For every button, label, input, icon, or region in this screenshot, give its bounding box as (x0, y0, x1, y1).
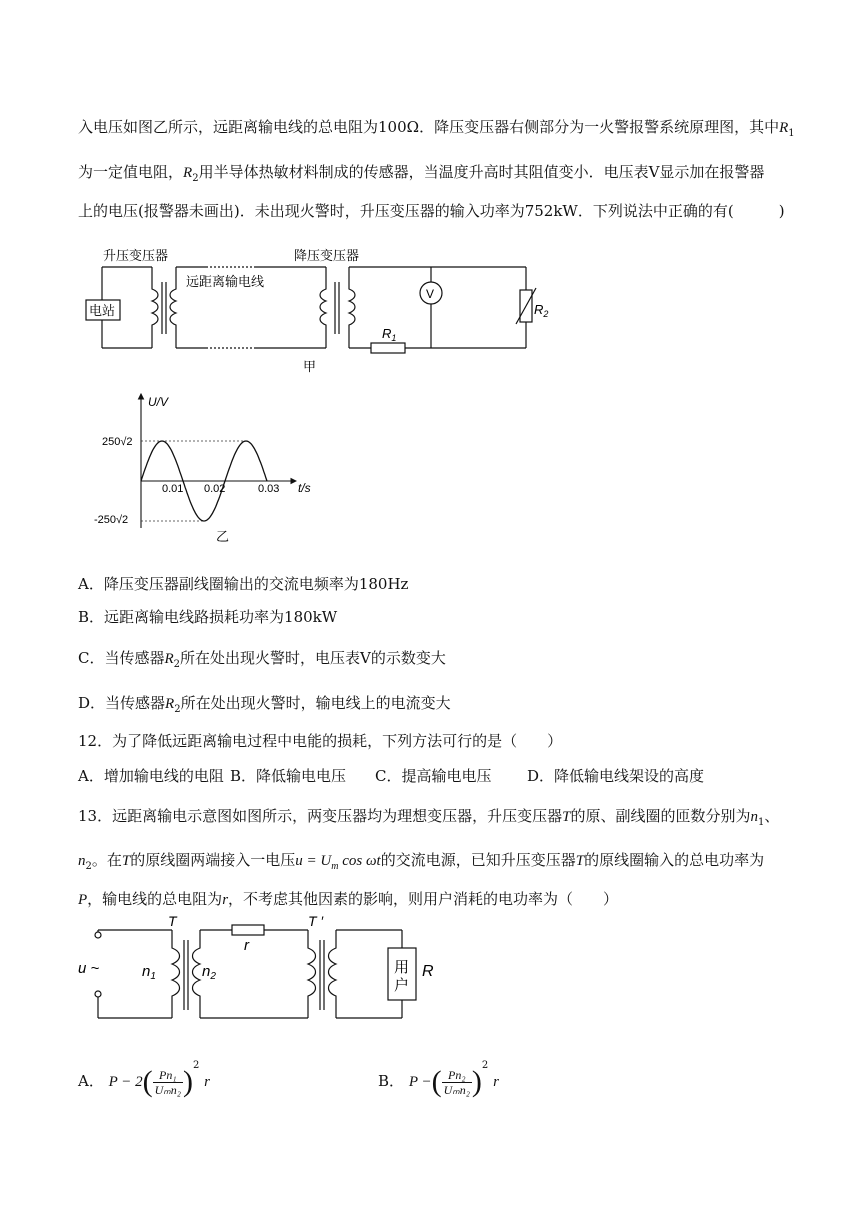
r1-label: $R_1$ (382, 326, 397, 343)
option-letter: A． (78, 1072, 104, 1090)
paren: ( (142, 1065, 153, 1098)
label-line: 远距离输电线 (186, 274, 265, 289)
text: 的原线圈输入的总电功率为 (584, 851, 765, 869)
sub: m (331, 861, 339, 872)
var: n (78, 853, 86, 869)
q13-line-2 (78, 849, 764, 878)
voltmeter-label: V (426, 287, 435, 301)
ytick-neg: -250√2 (94, 514, 129, 526)
option-text: 所在处出现火警时，电压表V的示数变大 (180, 649, 446, 667)
user-label-1: 用 (394, 959, 410, 976)
q12-option-c[interactable]: C．提高输电电压 (375, 767, 492, 785)
text: ，不考虑其他因素的影响，则用户消耗的电功率为（ ） (228, 890, 619, 908)
numerator: Pn₁ (153, 1068, 183, 1083)
figure-yi-chart (86, 388, 336, 548)
equation: cos ωt (338, 853, 381, 869)
option-letter: B． (378, 1072, 405, 1090)
label-step-up: 升压变压器 (103, 248, 169, 263)
figure-q13 (72, 913, 452, 1030)
q12-option-b[interactable]: B．降低输电电压 (230, 767, 347, 785)
text: 、 (764, 807, 780, 825)
paren: ) (471, 1065, 482, 1098)
q12-option-d[interactable]: D．降低输电线架设的高度 (527, 767, 705, 785)
exponent: 2 (192, 1060, 200, 1071)
intro-text: 入电压如图乙所示，远距离输电线的总电阻为100Ω．降压变压器右侧部分为一火警报警系统原理图，其中 (78, 118, 780, 136)
intro-line-1 (78, 116, 795, 145)
y-axis-label: U/V (148, 395, 169, 409)
q11-option-d[interactable] (78, 692, 451, 721)
option-letter: D． (78, 694, 106, 712)
q11-option-a[interactable] (78, 573, 408, 595)
sub: 2 (173, 659, 181, 670)
q13-line-1 (78, 805, 779, 834)
var-r1: R (779, 120, 789, 136)
intro-line-3: 上的电压(报警器未画出)．未出现火警时，升压变压器的输入功率为752kW．下列说法中正确的有( ) (78, 202, 785, 220)
sub: 2 (174, 704, 181, 715)
sub: 1 (757, 817, 765, 828)
r-label: r (244, 937, 249, 954)
q13-line-3 (78, 888, 618, 911)
exponent: 2 (481, 1060, 489, 1071)
var: r (222, 892, 229, 908)
text: 的原、副线圈的匝数分别为 (570, 807, 751, 825)
formula: P − 2 (108, 1074, 143, 1090)
var: n (750, 809, 758, 825)
r2-label: $R_2$ (534, 302, 549, 319)
n2-label: $n_2$ (202, 963, 216, 982)
intro-text: 为一定值电阻， (78, 163, 184, 181)
text: 。在 (91, 851, 122, 869)
paren: ) (182, 1065, 193, 1098)
option-text: 当传感器 (105, 694, 166, 712)
source-label: u ~ (78, 960, 100, 977)
numerator: Pn₂ (442, 1068, 472, 1083)
label-step-down: 降压变压器 (294, 248, 360, 263)
caption-jia: 甲 (303, 359, 317, 374)
text: 的原线圈两端接入一电压 (130, 851, 296, 869)
ytick-pos: 250√2 (102, 436, 133, 448)
sub: 2 (192, 173, 199, 184)
intro-line-2 (78, 161, 764, 190)
xtick-0.02: 0.02 (204, 483, 226, 495)
denominator: Uₘn₂ (154, 1082, 181, 1097)
R-label: R (422, 963, 434, 980)
transformer-T-label: T (168, 913, 177, 929)
transformer-Tprime-label: T ′ (308, 913, 324, 929)
figure-jia (76, 244, 549, 379)
user-label-2: 户 (394, 977, 410, 994)
option-letter: B． (78, 608, 105, 626)
paren: ( (431, 1065, 442, 1098)
var: T (575, 853, 585, 869)
label-station: 电站 (89, 303, 116, 318)
q11-option-b[interactable] (78, 606, 337, 628)
option-text: 当传感器 (104, 649, 165, 667)
formula: P − (408, 1074, 432, 1090)
q11-option-c[interactable] (78, 647, 446, 676)
xtick-0.03: 0.03 (258, 483, 280, 495)
q12-stem: 12．为了降低远距离输电过程中电能的损耗，下列方法可行的是（ ） (78, 732, 563, 750)
formula: r (493, 1074, 499, 1090)
var: R (165, 696, 175, 712)
var: R (164, 651, 174, 667)
xtick-0.01: 0.01 (162, 483, 184, 495)
option-text: 所在处出现火警时，输电线上的电流变大 (180, 694, 451, 712)
caption-yi: 乙 (216, 529, 230, 544)
fraction (153, 1068, 183, 1097)
text: ，输电线的总电阻为 (87, 890, 223, 908)
var: T (121, 853, 131, 869)
sub: 2 (85, 861, 92, 872)
text: 13．远距离输电示意图如图所示，两变压器均为理想变压器，升压变压器 (78, 807, 563, 825)
option-text: 降压变压器副线圈输出的交流电频率为180Hz (103, 575, 409, 593)
text: 的交流电源，已知升压变压器 (380, 851, 576, 869)
option-letter: C． (78, 649, 105, 667)
q13-option-a[interactable] (78, 1048, 210, 1100)
intro-text: 用半导体热敏材料制成的传感器，当温度升高时其阻值变小．电压表V显示加在报警器 (198, 163, 765, 181)
q12-option-a[interactable]: A．增加输电线的电阻 (78, 767, 224, 785)
x-axis-label: t/s (298, 481, 311, 495)
var: T (562, 809, 571, 825)
equation: u = U (295, 853, 332, 869)
n1-label: $n_1$ (142, 963, 156, 982)
var: P (78, 892, 88, 908)
denominator: Uₘn₂ (443, 1082, 470, 1097)
fraction (442, 1068, 472, 1097)
var-r2: R (183, 165, 193, 181)
sub: 1 (788, 128, 795, 139)
option-letter: A． (78, 575, 104, 593)
option-text: 远距离输电线路损耗功率为180kW (104, 608, 338, 626)
q13-option-b[interactable] (378, 1048, 499, 1100)
formula: r (204, 1074, 210, 1090)
